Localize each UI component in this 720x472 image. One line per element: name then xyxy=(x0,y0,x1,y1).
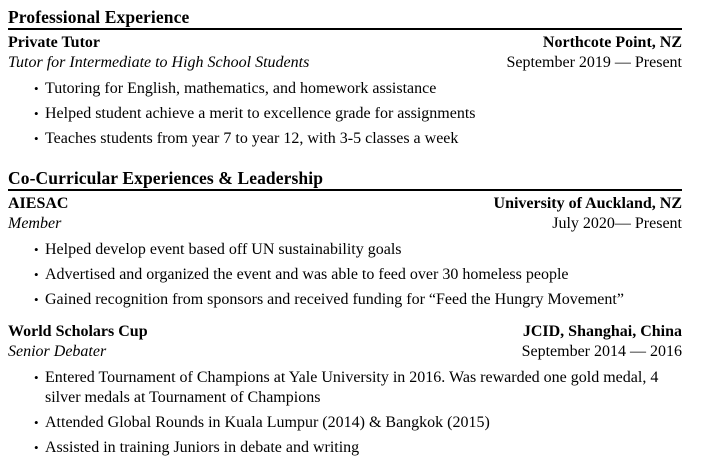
entry-role-row xyxy=(8,53,682,73)
bullet-item: • Teaches students from year 7 to year 12, with 3-5 classes a week xyxy=(8,129,682,149)
experience-entry xyxy=(8,194,682,310)
bullet-item: • Attended Global Rounds in Kuala Lumpur (2014) & Bangkok (2015) xyxy=(8,413,682,433)
bullet-item: • Gained recognition from sponsors and received funding for “Feed the Hungry Movement” xyxy=(8,290,682,310)
bullet-item: • Advertised and organized the event and was able to feed over 30 homeless people xyxy=(8,265,682,285)
resume-section xyxy=(8,168,682,458)
bullet-list xyxy=(8,240,682,310)
bullet-item: • Helped student achieve a merit to excellence grade for assignments xyxy=(8,104,682,124)
experience-entry xyxy=(8,322,682,458)
entry-dates: July 2020— Present xyxy=(552,215,682,232)
entry-role-row xyxy=(8,214,682,234)
entry-role: Tutor for Intermediate to High School Students xyxy=(8,54,310,71)
entry-title: Private Tutor xyxy=(8,34,100,51)
section-entries xyxy=(8,33,682,149)
experience-entry xyxy=(8,33,682,149)
entry-role: Senior Debater xyxy=(8,343,107,360)
entry-role-row xyxy=(8,342,682,362)
bullet-list xyxy=(8,79,682,149)
entry-dates: September 2019 — Present xyxy=(506,54,682,71)
bullet-item: • Assisted in training Juniors in debate and writing xyxy=(8,438,682,458)
resume-sections xyxy=(8,7,682,458)
resume-section xyxy=(8,7,682,149)
entry-location: JCID, Shanghai, China xyxy=(522,323,682,340)
bullet-list xyxy=(8,368,682,458)
entry-location: University of Auckland, NZ xyxy=(493,195,682,212)
entry-title: AIESAC xyxy=(8,195,69,212)
bullet-item: • Entered Tournament of Champions at Yale University in 2016. Was rewarded one gold medal, 4 silver medals at Tournament of Champions xyxy=(8,368,682,408)
entry-title-row xyxy=(8,322,682,342)
bullet-item: • Tutoring for English, mathematics, and homework assistance xyxy=(8,79,682,99)
entry-role: Member xyxy=(8,215,62,232)
section-entries xyxy=(8,194,682,458)
bullet-item: • Helped develop event based off UN sustainability goals xyxy=(8,240,682,260)
entry-title-row xyxy=(8,33,682,53)
entry-title-row xyxy=(8,194,682,214)
section-heading: Professional Experience xyxy=(8,7,682,30)
entry-location: Northcote Point, NZ xyxy=(542,34,682,51)
section-heading: Co-Curricular Experiences & Leadership xyxy=(8,168,682,191)
entry-title: World Scholars Cup xyxy=(8,323,148,340)
entry-dates: September 2014 — 2016 xyxy=(521,343,682,360)
